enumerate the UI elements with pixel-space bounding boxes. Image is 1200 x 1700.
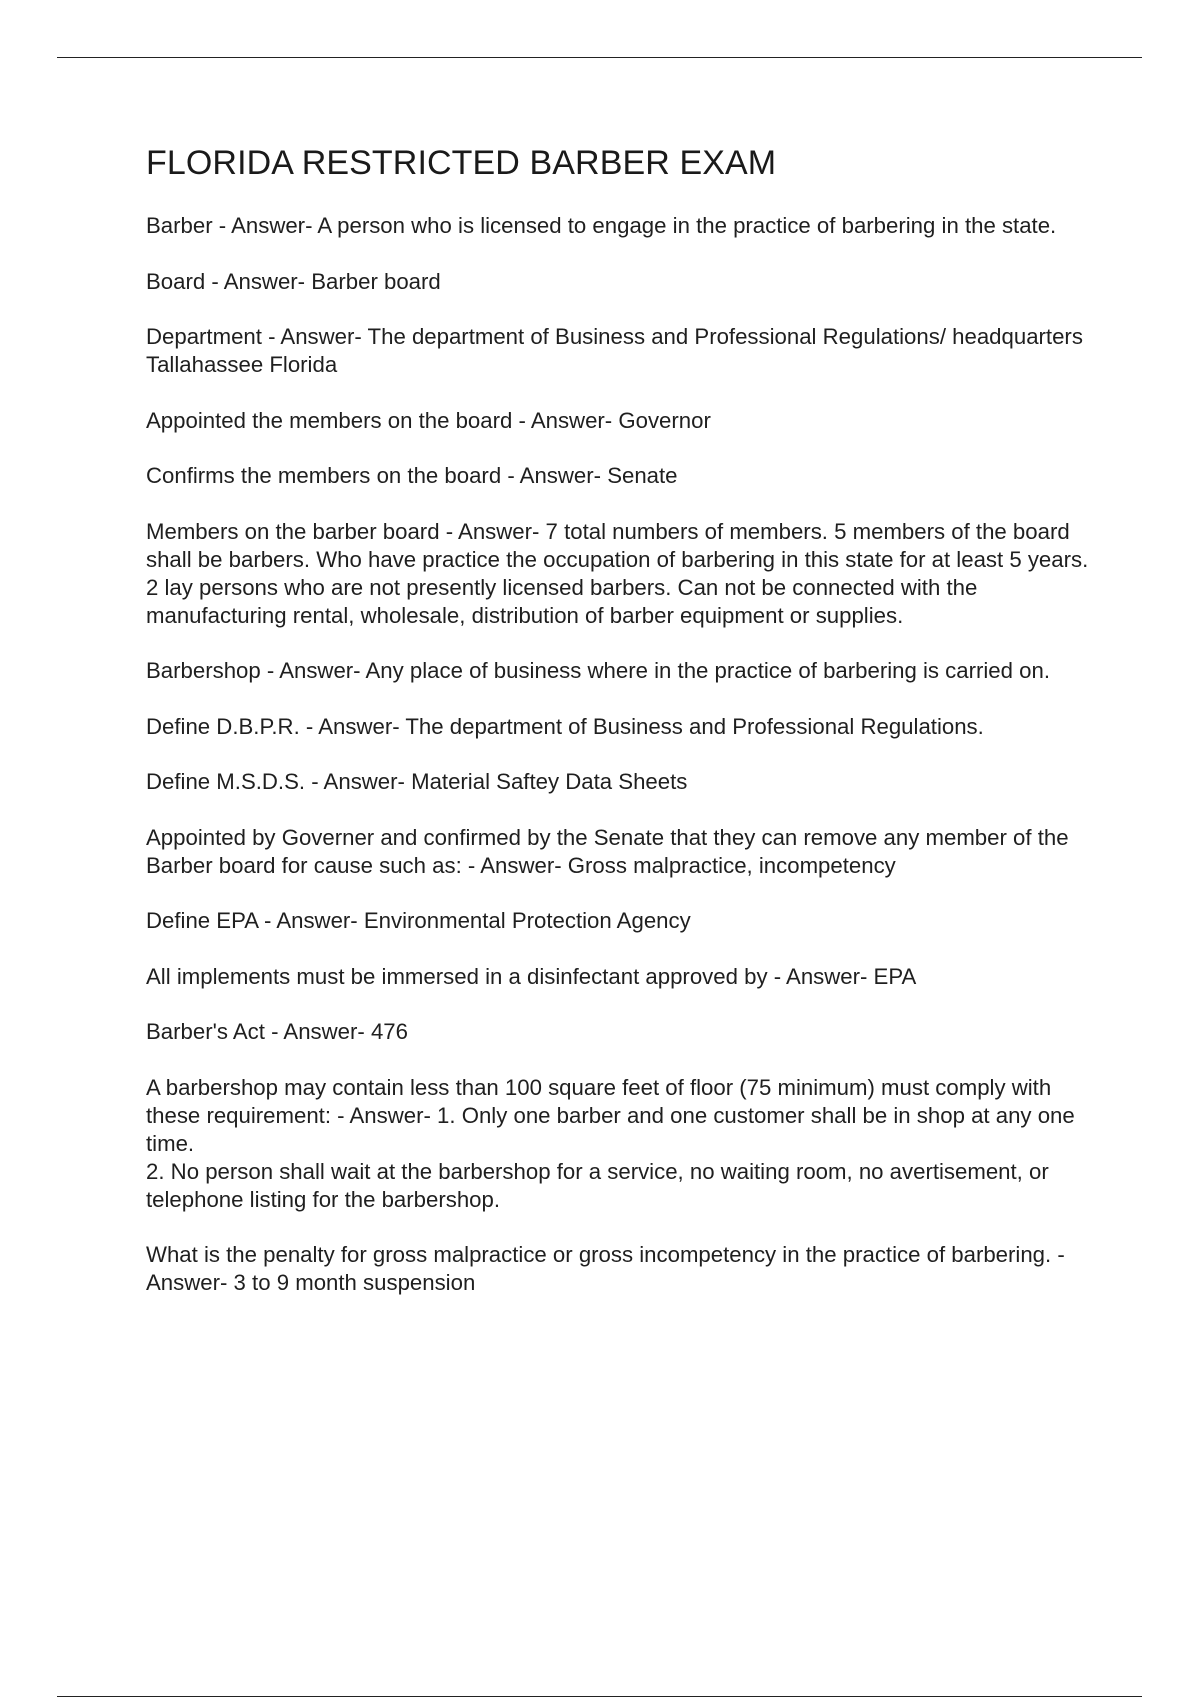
qa-entry: What is the penalty for gross malpractice or gross incompetency in the practice of barbering. - Answer- 3 to 9 month suspension — [146, 1242, 1065, 1295]
document-body — [146, 142, 1096, 1325]
qa-entry: A barbershop may contain less than 100 square feet of floor (75 minimum) must comply with these requirement: - Answer- 1. Only one barber and one customer shall be in shop at any one time. 2. No person shall wait at the barbershop for a service, no waiting room, no avertisement, or telephone listing for the barbershop. — [146, 1074, 1075, 1212]
qa-entry: All implements must be immersed in a disinfectant approved by - Answer- EPA — [146, 963, 917, 989]
document-title: FLORIDA RESTRICTED BARBER EXAM — [146, 144, 777, 182]
qa-entry: Appointed by Governer and confirmed by the Senate that they can remove any member of the Barber board for cause such as: - Answer- Gross malpractice, incompetency — [146, 824, 1069, 878]
bottom-divider — [57, 1696, 1142, 1697]
top-divider — [57, 57, 1142, 58]
qa-entry: Barber - Answer- A person who is licensed to engage in the practice of barbering in the state. — [146, 213, 1057, 238]
qa-entry: Confirms the members on the board - Answer- Senate — [146, 463, 678, 488]
qa-entry: Appointed the members on the board - Answer- Governor — [146, 407, 711, 433]
qa-entry: Barber's Act - Answer- 476 — [146, 1019, 408, 1044]
qa-entry: Define M.S.D.S. - Answer- Material Saftey Data Sheets — [146, 769, 688, 794]
qa-entry: Board - Answer- Barber board — [146, 268, 441, 294]
qa-entry: Barbershop - Answer- Any place of business where in the practice of barbering is carried on. — [146, 658, 1050, 683]
qa-entry: Define D.B.P.R. - Answer- The department of Business and Professional Regulations. — [146, 713, 984, 739]
qa-entry: Members on the barber board - Answer- 7 total numbers of members. 5 members of the board shall be barbers. Who have practice the occupation of barbering in this state for at least 5 years. 2 lay persons who are not presently licensed barbers. Can not be connected with the manufacturing rental, wholesale, distribution of barber equipment or supplies. — [146, 518, 1089, 628]
qa-entry: Department - Answer- The department of Business and Professional Regulations/ headquarters Tallahassee Florida — [146, 324, 1083, 377]
qa-entry: Define EPA - Answer- Environmental Protection Agency — [146, 908, 691, 933]
